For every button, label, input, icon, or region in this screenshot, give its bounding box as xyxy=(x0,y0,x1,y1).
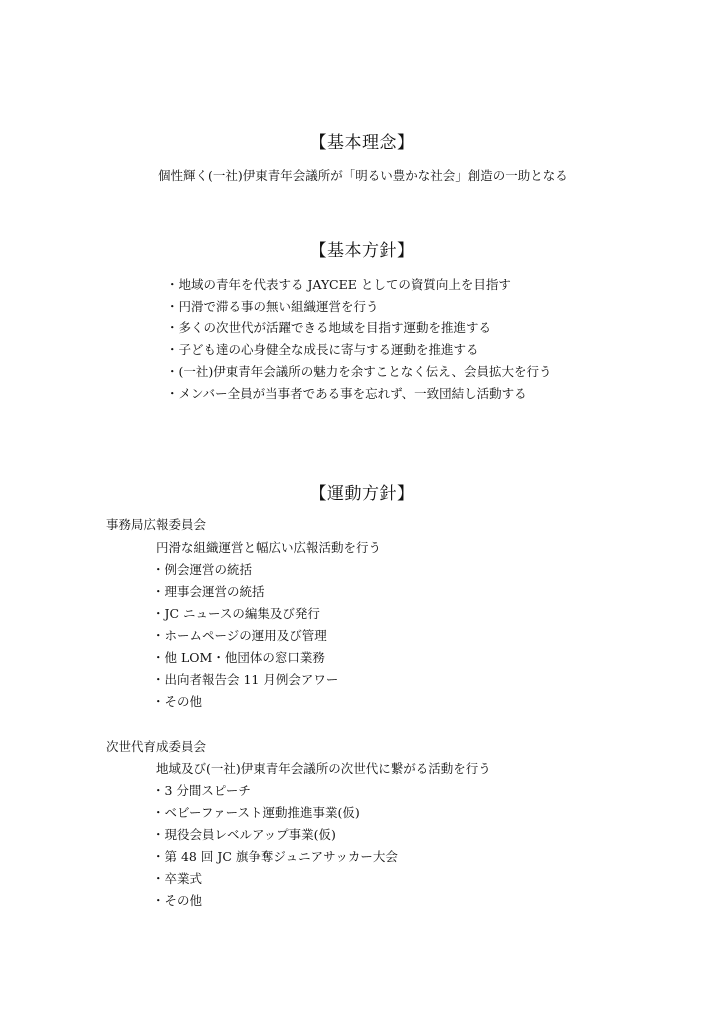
committee-item: ・ホームページの運用及び管理 xyxy=(152,628,327,643)
committee-summary: 円滑な組織運営と幅広い広報活動を行う xyxy=(156,540,382,555)
movement-policy-title: 【運動方針】 xyxy=(309,484,415,504)
committee-item: ・第 48 回 JC 旗争奪ジュニアサッカー大会 xyxy=(152,849,398,864)
committee-item: ・JC ニュースの編集及び発行 xyxy=(152,606,320,621)
committee-item: ・例会運営の統括 xyxy=(152,562,253,577)
basic-policy-title: 【基本方針】 xyxy=(309,241,415,261)
committee-item: ・出向者報告会 11 月例会アワー xyxy=(152,672,339,687)
committee-item: ・卒業式 xyxy=(152,871,203,886)
basic-policy-item: ・多くの次世代が活躍できる地域を目指す運動を推進する xyxy=(166,320,492,335)
basic-policy-item: ・子ども達の心身健全な成長に寄与する運動を推進する xyxy=(166,342,479,357)
committee-name: 事務局広報委員会 xyxy=(106,517,207,532)
basic-philosophy-text: 個性輝く(一社)伊東青年会議所が「明るい豊かな社会」創造の一助となる xyxy=(158,168,568,183)
committee-item: ・現役会員レベルアップ事業(仮) xyxy=(152,827,336,842)
basic-policy-item: ・円滑で滞る事の無い組織運営を行う xyxy=(166,299,379,314)
basic-policy-item: ・(一社)伊東青年会議所の魅力を余すことなく伝え、会員拡大を行う xyxy=(166,364,552,379)
committee-item: ・理事会運営の統括 xyxy=(152,584,265,599)
basic-policy-item: ・メンバー全員が当事者である事を忘れず、一致団結し活動する xyxy=(166,386,527,401)
committee-item: ・その他 xyxy=(152,893,203,908)
basic-policy-item: ・地域の青年を代表する JAYCEE としての資質向上を目指す xyxy=(166,277,511,292)
committee-name: 次世代育成委員会 xyxy=(106,739,207,754)
committee-item: ・ベビーファースト運動推進事業(仮) xyxy=(152,805,360,820)
committee-item: ・3 分間スピーチ xyxy=(152,783,251,798)
basic-philosophy-title: 【基本理念】 xyxy=(309,133,415,153)
committee-item: ・他 LOM・他団体の窓口業務 xyxy=(152,650,325,665)
committee-summary: 地域及び(一社)伊東青年会議所の次世代に繋がる活動を行う xyxy=(156,761,491,776)
committee-item: ・その他 xyxy=(152,694,203,709)
